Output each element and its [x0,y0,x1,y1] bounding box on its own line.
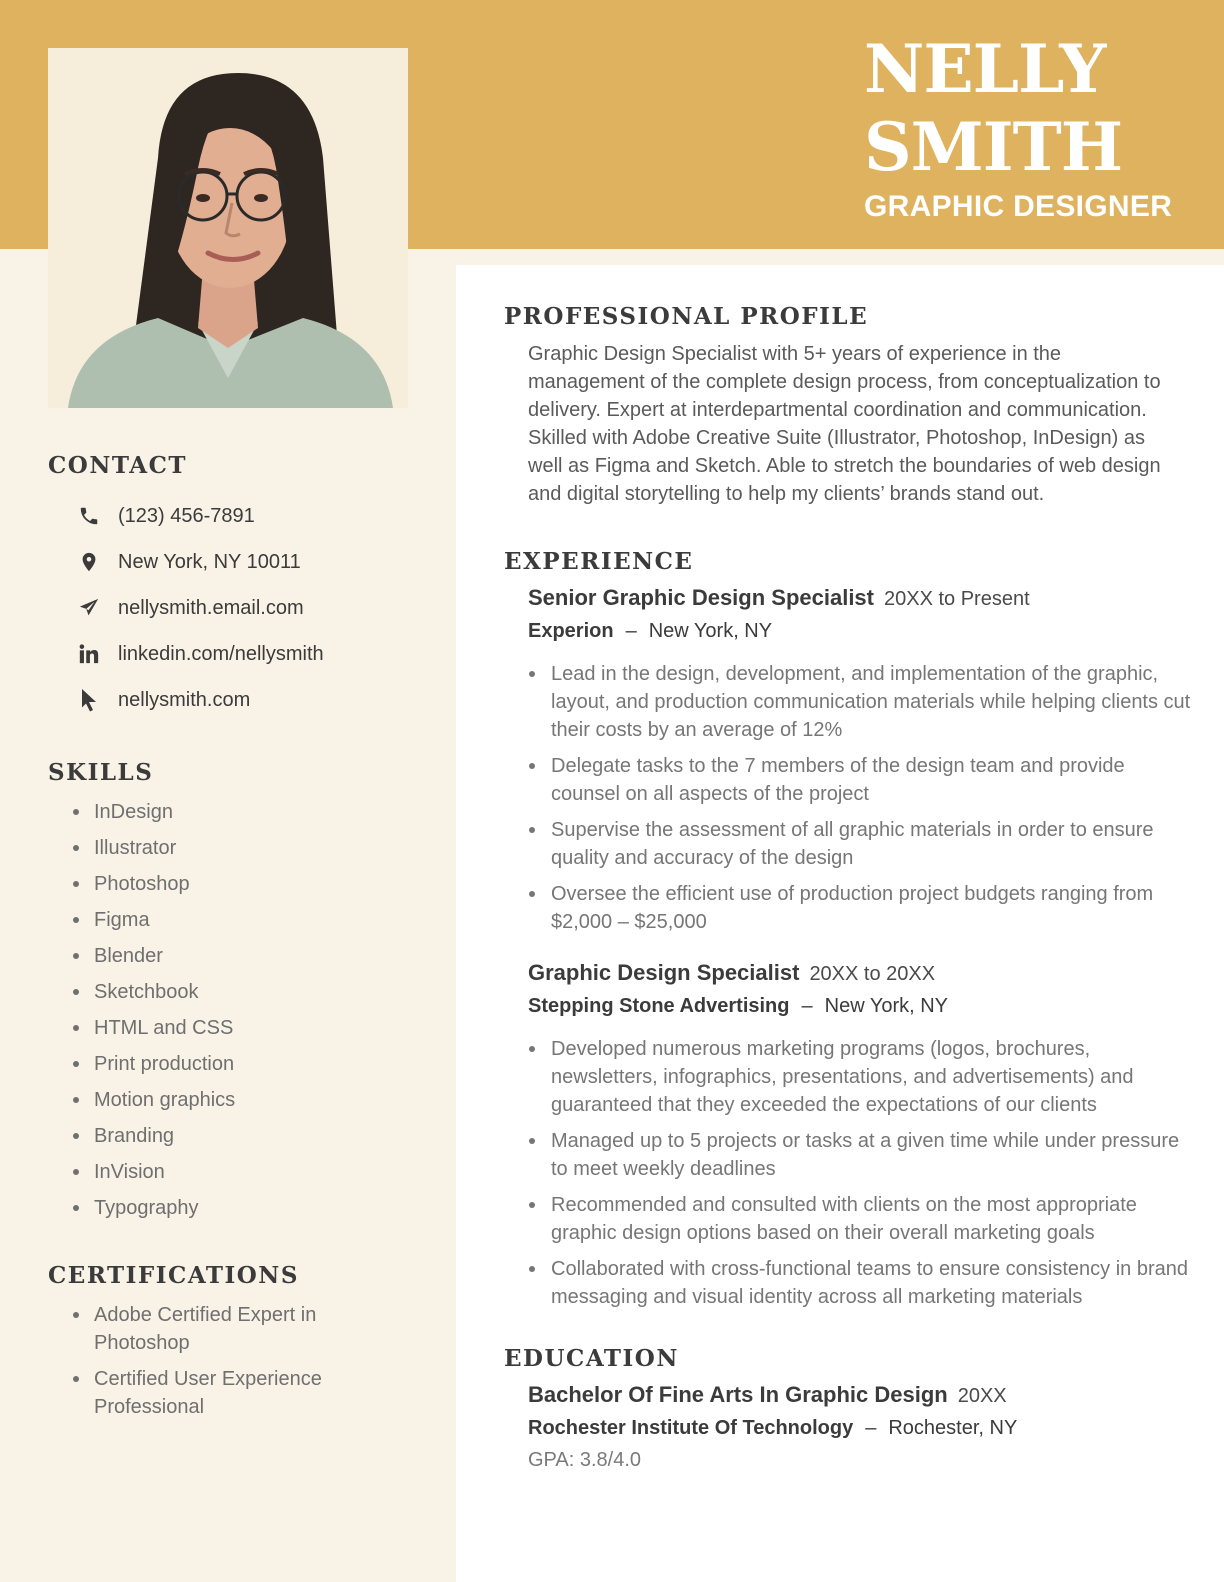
certifications-list [48,1301,348,1421]
skill-item: InVision [48,1158,428,1194]
main-content [504,303,1191,1475]
job-company: Stepping Stone Advertising [528,995,790,1017]
education-year: 20XX [957,1385,1007,1407]
job-location: New York, NY [824,995,949,1017]
certifications-heading: CERTIFICATIONS [48,1262,299,1289]
skill-item: Illustrator [48,834,428,870]
skills-list [48,798,428,1230]
job-bullet: Oversee the efficient use of production project budgets ranging from $2,000 – $25,000 [528,880,1191,936]
degree: Bachelor Of Fine Arts In Graphic Design [528,1382,948,1407]
job-dates: 20XX to 20XX [809,963,936,985]
skill-item: Sketchbook [48,978,428,1014]
portrait-illustration [48,48,408,408]
education-entry [528,1380,1184,1475]
skill-item: Branding [48,1122,428,1158]
education-heading: EDUCATION [504,1345,679,1372]
job-bullets [528,660,1191,936]
education-header [528,1380,1184,1411]
job-bullet: Managed up to 5 projects or tasks at a given time while under pressure to meet weekly deadlines [528,1127,1191,1183]
gpa: GPA: 3.8/4.0 [528,1449,642,1471]
linkedin-icon [76,641,102,667]
contact-linkedin-text[interactable]: linkedin.com/nellysmith [118,642,324,665]
skill-item: Blender [48,942,428,978]
profile-photo [48,48,408,408]
experience-heading: EXPERIENCE [504,548,694,575]
separator-dash: – [625,620,637,642]
profile-text: Graphic Design Specialist with 5+ years of experience in the management of the complete design process, from conceptualization to delivery. Expert at interdepartmental coordination and communication. Skilled with Adobe Creative Suite (Illustrator, Photoshop, InDesign) as well as Figma and Sketch. Able to stretch the boundaries of web design and digital storytelling to help my clients’ brands stand out. [528,343,1161,505]
contact-linkedin[interactable] [48,631,428,677]
skill-item: Figma [48,906,428,942]
job-header [528,583,1184,614]
skill-item: InDesign [48,798,428,834]
job-bullet: Developed numerous marketing programs (logos, brochures, newsletters, infographics, presentations, and advertisements) and guaranteed that they exceeded the expectations of our clients [528,1035,1191,1119]
job-bullet: Lead in the design, development, and implementation of the graphic, layout, and production communication materials while helping clients cut their costs by an average of 12% [528,660,1191,744]
skill-item: Print production [48,1050,428,1086]
job-role: Graphic Design Specialist [528,960,800,985]
job-company-line [528,991,1184,1021]
job-bullet: Recommended and consulted with clients on the most appropriate graphic design options based on their overall marketing goals [528,1191,1191,1247]
education-school-line [528,1413,1184,1443]
profile-heading: PROFESSIONAL PROFILE [504,303,869,330]
certification-item: Certified User Experience Professional [48,1365,348,1421]
name-block [864,30,1172,226]
sidebar [48,452,428,1429]
school: Rochester Institute Of Technology [528,1417,854,1439]
job-header [528,958,1184,989]
contact-website[interactable] [48,677,428,723]
separator-dash: – [801,995,813,1017]
phone-icon [76,503,102,529]
last-name: SMITH [864,108,1123,186]
contact-location [48,539,428,585]
first-name: NELLY [864,30,1106,108]
contact-phone-text: (123) 456-7891 [118,504,255,527]
skill-item: Motion graphics [48,1086,428,1122]
job-bullet: Supervise the assessment of all graphic materials in order to ensure quality and accuracy of the design [528,816,1191,872]
school-location: Rochester, NY [888,1417,1018,1439]
job-company-line [528,616,1184,646]
job-title: GRAPHIC DESIGNER [864,190,1173,223]
job-entry [528,583,1191,936]
certification-item: Adobe Certified Expert in Photoshop [48,1301,348,1357]
job-dates: 20XX to Present [884,588,1030,610]
location-pin-icon [76,549,102,575]
job-bullet: Delegate tasks to the 7 members of the design team and provide counsel on all aspects of the project [528,752,1191,808]
contact-email-text[interactable]: nellysmith.email.com [118,596,304,619]
paper-plane-icon [76,595,102,621]
cursor-icon [76,687,102,713]
job-company: Experion [528,620,614,642]
job-role: Senior Graphic Design Specialist [528,585,874,610]
skill-item: Photoshop [48,870,428,906]
skill-item: HTML and CSS [48,1014,428,1050]
job-bullets [528,1035,1188,1311]
job-bullet: Collaborated with cross-functional teams to ensure consistency in brand messaging and visual identity across all marketing materials [528,1255,1191,1311]
contact-website-text[interactable]: nellysmith.com [118,688,251,711]
skill-item: Typography [48,1194,428,1230]
separator-dash: – [865,1417,877,1439]
job-location: New York, NY [648,620,773,642]
contact-email[interactable] [48,585,428,631]
contact-list [48,493,428,723]
contact-heading: CONTACT [48,452,187,479]
contact-phone [48,493,428,539]
job-entry [528,958,1188,1311]
skills-heading: SKILLS [48,759,154,786]
contact-location-text: New York, NY 10011 [118,550,301,573]
